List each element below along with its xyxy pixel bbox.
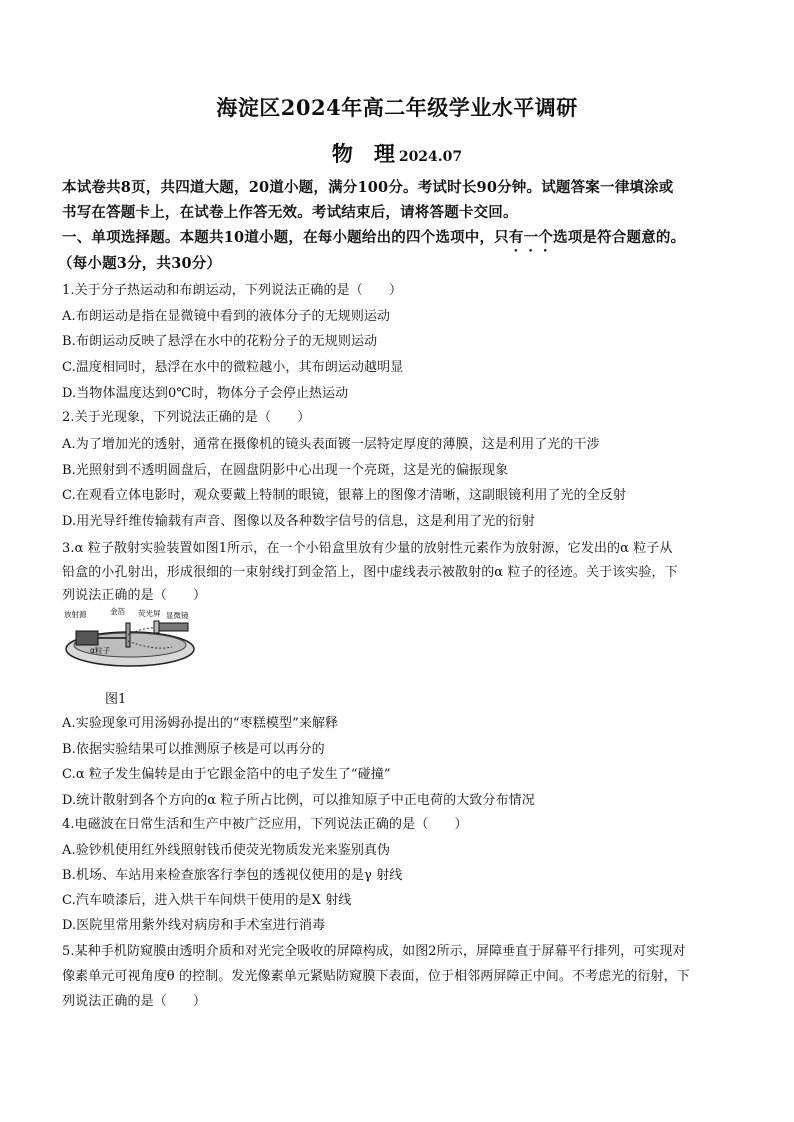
- q4-stem: 4.电磁波在日常生活和生产中被广泛应用，下列说法正确的是（ ）: [62, 817, 468, 832]
- q3-stem-1: 3.α 粒子散射实验装置如图1所示，在一个小铅盒里放有少量的放射性元素作为放射源，它发出的α 粒子从: [62, 541, 673, 556]
- q3-option-c: C.α 粒子发生偏转是由于它跟金箔中的电子发生了“碰撞”: [62, 767, 391, 782]
- exam-date: 2024.07: [398, 149, 463, 165]
- instructions-line-2: 书写在答题卡上，在试卷上作答无效。考试结束后，请将答题卡交回。: [62, 204, 518, 221]
- alpha-scattering-diagram: [62, 605, 198, 669]
- q3-stem-2: 铅盒的小孔射出，形成很细的一束射线打到金箔上，图中虚线表示被散射的α 粒子的径迹。关于该实验，下: [62, 565, 678, 580]
- q1-stem: 1.关于分子热运动和布朗运动，下列说法正确的是（ ）: [62, 283, 403, 298]
- section-heading-part-a: 一、单项选择题。本题共10道小题，在每小题给出的四个选项中，只: [62, 229, 509, 246]
- subject-name: 物 理: [331, 141, 395, 166]
- q3-option-b: B.依据实验结果可以推测原子核是可以再分的: [62, 742, 325, 757]
- section-note: （每小题3分，共30分）: [58, 255, 222, 272]
- section-heading-part-b: 选项是符合题意的。: [553, 229, 686, 246]
- q4-option-b: B.机场、车站用来检查旅客行李包的透视仪使用的是γ 射线: [62, 868, 403, 883]
- q4-option-a: A.验钞机使用红外线照射钱币使荧光物质发光来鉴别真伪: [62, 843, 391, 858]
- subject-line: [0, 138, 794, 168]
- instructions-line-1: 本试卷共8页，共四道大题，20道小题，满分100分。考试时长90分钟。试题答案一律填涂或: [62, 179, 674, 196]
- q3-option-d: D.统计散射到各个方向的α 粒子所占比例，可以推知原子中正电荷的大致分布情况: [62, 793, 535, 808]
- q2-option-b: B.光照射到不透明圆盘后，在圆盘阴影中心出现一个亮斑，这是光的偏振现象: [62, 463, 509, 478]
- q4-option-c: C.汽车喷漆后，进入烘干车间烘干使用的是X 射线: [62, 893, 352, 908]
- q2-option-c: C.在观看立体电影时，观众要戴上特制的眼镜，银幕上的图像才清晰，这副眼镜利用了光的全反射: [62, 488, 627, 503]
- section-heading: [62, 226, 742, 255]
- exam-title: 海淀区2024年高二年级学业水平调研: [216, 95, 578, 120]
- q2-option-d: D.用光导纤维传输载有声音、图像以及各种数字信号的信息，这是利用了光的衍射: [62, 514, 535, 529]
- q5-stem-1: 5.某种手机防窥膜由透明介质和对光完全吸收的屏障构成，如图2所示，屏障垂直于屏幕平行排列，可实现对: [62, 944, 686, 959]
- figure-1-caption: 图1: [105, 692, 127, 707]
- label-microscope: 显微镜: [166, 611, 189, 620]
- q2-stem: 2.关于光现象，下列说法正确的是（ ）: [62, 410, 311, 425]
- microscope-body: [158, 623, 188, 631]
- q1-option-a: A.布朗运动是指在显微镜中看到的液体分子的无规则运动: [62, 309, 391, 324]
- q2-option-a: A.为了增加光的透射，通常在摄像机的镜头表面镀一层特定厚度的薄膜，这是利用了光的干涉: [62, 437, 600, 452]
- q3-stem-3: 列说法正确的是（ ）: [62, 588, 207, 603]
- q4-option-d: D.医院里常用紫外线对病房和手术室进行消毒: [62, 918, 326, 933]
- q5-stem-3: 列说法正确的是（ ）: [62, 994, 207, 1009]
- lead-box: [76, 631, 98, 645]
- label-foil: 金箔: [110, 607, 125, 616]
- figure-1-apparatus: [62, 605, 198, 669]
- section-heading-emphasis: 有一个: [508, 229, 553, 246]
- label-source: 放射源: [64, 610, 87, 619]
- q1-option-c: C.温度相同时，悬浮在水中的微粒越小，其布朗运动越明显: [62, 360, 404, 375]
- q5-stem-2: 像素单元可视角度θ 的控制。发光像素单元紧贴防窥膜下表面，位于相邻两屏障正中间。不考虑光的衍射，下: [62, 969, 690, 984]
- q1-option-b: B.布朗运动反映了悬浮在水中的花粉分子的无规则运动: [62, 334, 378, 349]
- label-screen: 荧光屏: [138, 609, 161, 618]
- fluorescent-screen: [154, 621, 159, 633]
- q1-option-d: D.当物体温度达到0℃时，物体分子会停止热运动: [62, 386, 349, 401]
- q3-option-a: A.实验现象可用汤姆孙提出的“枣糕模型”来解释: [62, 716, 339, 731]
- label-particle: α粒子: [90, 646, 110, 655]
